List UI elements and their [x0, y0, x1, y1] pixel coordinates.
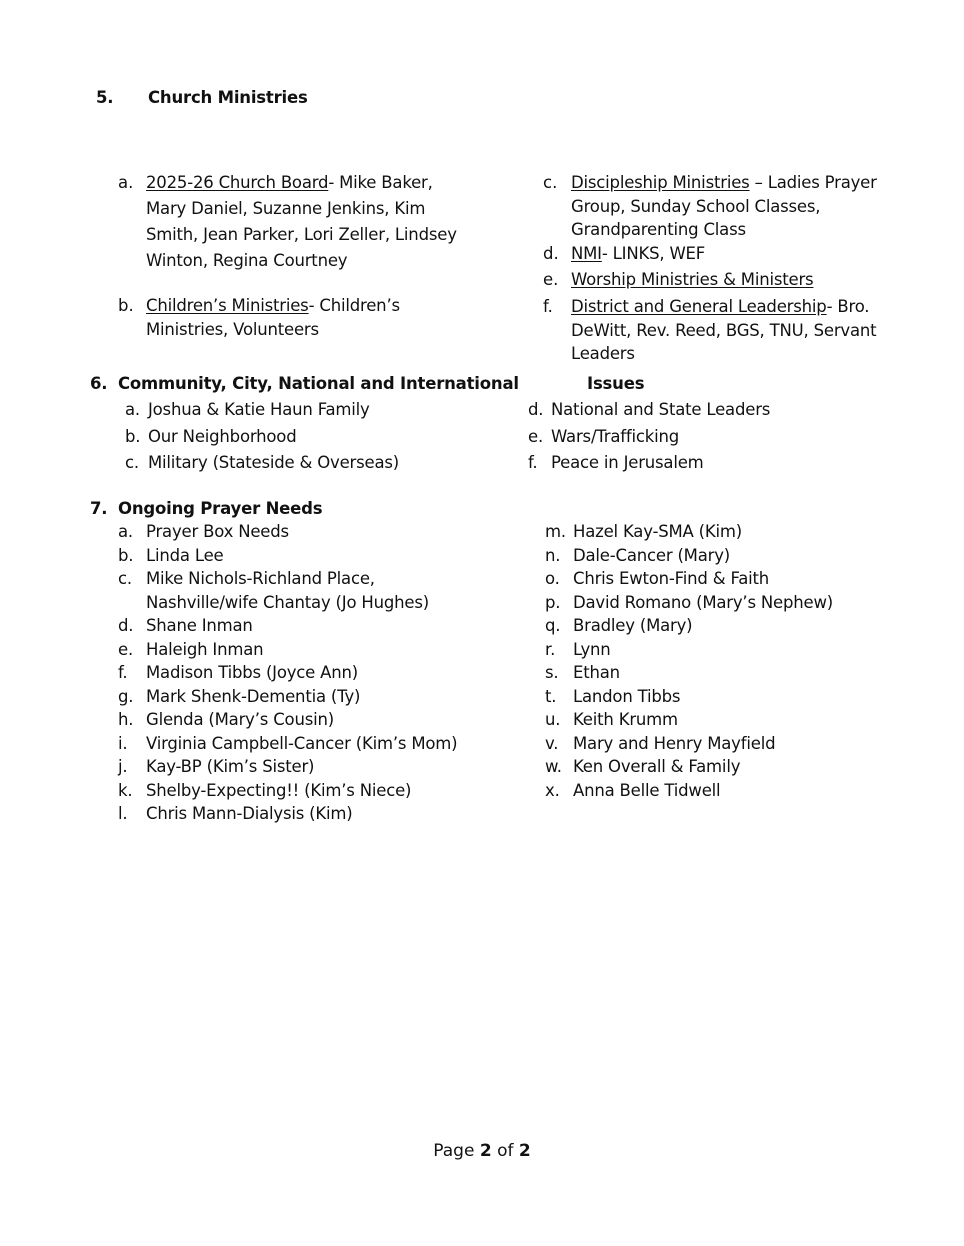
list-item: w. Ken Overall & Family [545, 757, 741, 776]
list-item: Military (Stateside & Overseas) [148, 453, 400, 472]
list-item: e. Haleigh Inman [118, 639, 264, 659]
district-leadership-item: District and General Leadership- Bro. DeWitt, Rev. Reed, BGS, TNU, Servant Leaders [571, 297, 877, 363]
section-6-number: 6. [90, 374, 108, 393]
item-label: d. [543, 244, 559, 263]
list-item: c. Mike Nichols-Richland Place, Nashville/wife Chantay (Jo Hughes) [118, 569, 429, 612]
worship-ministries-item [571, 268, 813, 292]
list-item: p. David Romano (Mary’s Nephew) [545, 592, 834, 612]
list-item: b. Linda Lee [118, 545, 224, 565]
list-item: Our Neighborhood [148, 427, 297, 446]
list-item: n. Dale-Cancer (Mary) [545, 545, 731, 565]
list-item-label: a. [125, 400, 140, 419]
list-item-label: e. [528, 427, 543, 446]
list-item-label: b. [125, 427, 141, 446]
list-item-label: c. [125, 453, 139, 472]
section-6-title: Community, City, National and International [118, 374, 519, 393]
list-item: Joshua & Katie Haun Family [148, 400, 370, 419]
list-item-label: f. [528, 453, 538, 472]
page-total: 2 [518, 1141, 531, 1161]
church-board-link[interactable]: 2025-26 Church Board [146, 173, 329, 192]
list-item: m. Hazel Kay-SMA (Kim) [545, 522, 743, 541]
nmi-link[interactable]: NMI [571, 244, 602, 263]
discipleship-ministries-item: Discipleship Ministries – Ladies Prayer Group, Sunday School Classes, Grandparenting Class [571, 173, 877, 239]
item-label: e. [543, 270, 559, 289]
prayer-list-left [118, 520, 457, 826]
list-item: i. Virginia Campbell-Cancer (Kim’s Mom) [118, 733, 458, 753]
list-item: j. Kay-BP (Kim’s Sister) [118, 757, 315, 776]
church-board-item: 2025-26 Church Board- Mike Baker, Mary Daniel, Suzanne Jenkins, Kim Smith, Jean Parker, Lori Zeller, Lindsey Winton, Regina Courtney [146, 173, 457, 270]
list-item: t. Landon Tibbs [545, 686, 681, 706]
list-item: s. Ethan [545, 663, 620, 682]
prayer-list-right [545, 520, 833, 802]
list-item: g. Mark Shenk-Dementia (Ty) [118, 686, 361, 706]
page-footer: Page 2 of 2 [433, 1141, 531, 1161]
list-item: v. Mary and Henry Mayfield [545, 733, 776, 753]
page-number: 2 [479, 1141, 492, 1161]
section-6-title-cont: Issues [587, 374, 645, 393]
list-item: Peace in Jerusalem [551, 453, 704, 472]
list-item: q. Bradley (Mary) [545, 616, 693, 635]
list-item: Wars/Trafficking [551, 427, 680, 446]
list-item: u. Keith Krumm [545, 710, 678, 729]
list-item: x. Anna Belle Tidwell [545, 780, 721, 800]
list-item: d. Shane Inman [118, 616, 253, 635]
worship-ministries-link[interactable]: Worship Ministries & Ministers [571, 270, 814, 289]
district-leadership-link[interactable]: District and General Leadership [571, 297, 827, 316]
list-item: r. Lynn [545, 639, 611, 659]
section-7-title: Ongoing Prayer Needs [118, 499, 323, 518]
childrens-ministries-link[interactable]: Children’s Ministries [146, 296, 309, 315]
section-7-number: 7. [90, 499, 108, 518]
list-item: f. Madison Tibbs (Joyce Ann) [118, 663, 359, 682]
list-item: National and State Leaders [551, 400, 771, 419]
section-5-title: Church Ministries [148, 88, 308, 107]
list-item: h. Glenda (Mary’s Cousin) [118, 710, 334, 729]
item-label: b. [118, 296, 134, 315]
item-label: f. [543, 297, 553, 316]
list-item: k. Shelby-Expecting!! (Kim’s Niece) [118, 780, 412, 800]
section-5-number: 5. [96, 88, 114, 107]
item-label: a. [118, 173, 134, 192]
list-item-label: d. [528, 400, 544, 419]
discipleship-ministries-link[interactable]: Discipleship Ministries [571, 173, 750, 192]
nmi-item: NMI- LINKS, WEF [571, 244, 706, 263]
list-item: l. Chris Mann-Dialysis (Kim) [118, 804, 353, 823]
list-item: a. Prayer Box Needs [118, 522, 289, 541]
list-item: o. Chris Ewton-Find & Faith [545, 569, 770, 588]
item-label: c. [543, 173, 558, 192]
childrens-ministries-item: Children’s Ministries- Children’s Ministries, Volunteers [146, 296, 400, 339]
